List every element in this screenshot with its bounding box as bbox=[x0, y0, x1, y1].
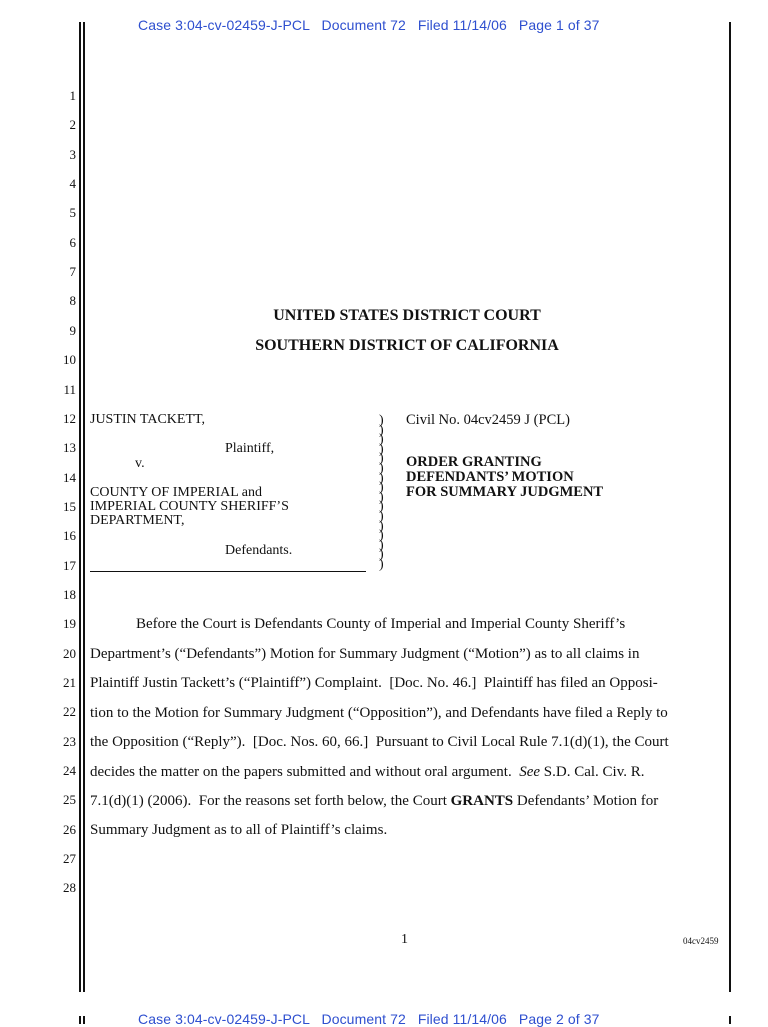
line-number: 5 bbox=[69, 205, 76, 221]
line-number: 3 bbox=[69, 146, 76, 162]
body-line-19: Before the Court is Defendants County of Imperial and Imperial County Sheriff’s bbox=[136, 616, 626, 632]
line-number: 21 bbox=[63, 675, 76, 690]
line-number: 19 bbox=[63, 616, 76, 632]
right-margin-rule bbox=[729, 22, 731, 992]
court-name: UNITED STATES DISTRICT COURT bbox=[273, 307, 541, 324]
plaintiff-name: JUSTIN TACKETT, bbox=[90, 412, 206, 427]
line-number: 14 bbox=[63, 469, 76, 485]
caption-parentheses: ) ) ) ) ) ) ) ) ) ) ) ) ) ) ) ) bbox=[379, 413, 384, 572]
line-number: 13 bbox=[63, 440, 76, 456]
next-page-header: Case 3:04-cv-02459-J-PCL Document 72 Filed 11/14/06 Page 2 of 37 bbox=[138, 1011, 600, 1027]
next-page-left-rule bbox=[79, 1016, 81, 1024]
plaintiff-role: Plaintiff, bbox=[225, 441, 275, 456]
body-line-23: the Opposition (“Reply”). [Doc. Nos. 60, 66.] Pursuant to Civil Local Rule 7.1(d)(1), the Court bbox=[90, 734, 669, 750]
line-number: 4 bbox=[69, 176, 76, 192]
body-line-25 bbox=[90, 793, 658, 810]
line-number: 28 bbox=[63, 880, 76, 896]
order-title-3: FOR SUMMARY JUDGMENT bbox=[406, 484, 604, 500]
grants-emphasis: GRANTS bbox=[450, 793, 514, 809]
case-header: Case 3:04-cv-02459-J-PCL Document 72 Filed 11/14/06 Page 1 of 37 bbox=[138, 17, 600, 33]
line-number: 2 bbox=[69, 117, 76, 133]
line-number: 23 bbox=[63, 733, 76, 749]
line-number: 24 bbox=[63, 763, 76, 779]
line-number: 18 bbox=[63, 586, 76, 602]
left-margin-rule-inner bbox=[83, 22, 85, 992]
defendant-line-3: DEPARTMENT, bbox=[90, 513, 185, 528]
line-number: 10 bbox=[63, 352, 76, 368]
page-number: 1 bbox=[401, 932, 408, 947]
body-line-24-text-b: S.D. Cal. Civ. R. bbox=[540, 764, 645, 780]
see-signal: See bbox=[519, 764, 541, 780]
body-line-25-text-a: 7.1(d)(1) (2006). For the reasons set forth below, the Court bbox=[90, 793, 451, 809]
body-line-21: Plaintiff Justin Tackett’s (“Plaintiff”) Complaint. [Doc. No. 46.] Plaintiff has filed an Opposi- bbox=[90, 675, 658, 691]
body-line-26: Summary Judgment as to all of Plaintiff’s claims. bbox=[90, 822, 388, 838]
line-number: 22 bbox=[63, 704, 76, 720]
line-number: 11 bbox=[63, 381, 76, 397]
left-margin-rule-outer bbox=[79, 22, 81, 992]
body-line-22: tion to the Motion for Summary Judgment (“Opposition”), and Defendants have filed a Reply to bbox=[90, 705, 668, 721]
district-name: SOUTHERN DISTRICT OF CALIFORNIA bbox=[255, 337, 559, 354]
line-number: 12 bbox=[63, 410, 76, 426]
line-number: 25 bbox=[63, 792, 76, 808]
line-number: 15 bbox=[63, 498, 76, 514]
line-number: 26 bbox=[63, 821, 76, 837]
defendant-role: Defendants. bbox=[225, 543, 293, 558]
body-line-20: Department’s (“Defendants”) Motion for Summary Judgment (“Motion”) as to all claims in bbox=[90, 646, 640, 662]
order-title-1: ORDER GRANTING bbox=[406, 454, 542, 470]
line-number: 20 bbox=[63, 645, 76, 661]
line-number: 6 bbox=[69, 234, 76, 250]
body-line-24-text-a: decides the matter on the papers submitted and without oral argument. bbox=[90, 764, 520, 780]
next-page-left-rule-inner bbox=[83, 1016, 85, 1024]
next-page-right-rule bbox=[729, 1016, 731, 1024]
line-number: 17 bbox=[63, 557, 76, 573]
versus: v. bbox=[135, 456, 145, 471]
caption-rule bbox=[90, 571, 366, 572]
line-number: 7 bbox=[69, 264, 76, 280]
footer-case-ref: 04cv2459 bbox=[683, 936, 719, 946]
defendant-line-2: IMPERIAL COUNTY SHERIFF’S bbox=[90, 499, 289, 514]
body-line-24 bbox=[90, 764, 645, 781]
order-title-2: DEFENDANTS’ MOTION bbox=[406, 469, 574, 485]
line-number: 16 bbox=[63, 528, 76, 544]
civil-number: Civil No. 04cv2459 J (PCL) bbox=[406, 412, 570, 428]
line-number: 9 bbox=[69, 322, 76, 338]
line-number: 27 bbox=[63, 851, 76, 867]
body-line-25-text-b: Defendants’ Motion for bbox=[513, 793, 659, 809]
defendant-line-1: COUNTY OF IMPERIAL and bbox=[90, 485, 263, 500]
line-number: 1 bbox=[69, 88, 76, 103]
line-number: 8 bbox=[69, 293, 76, 309]
